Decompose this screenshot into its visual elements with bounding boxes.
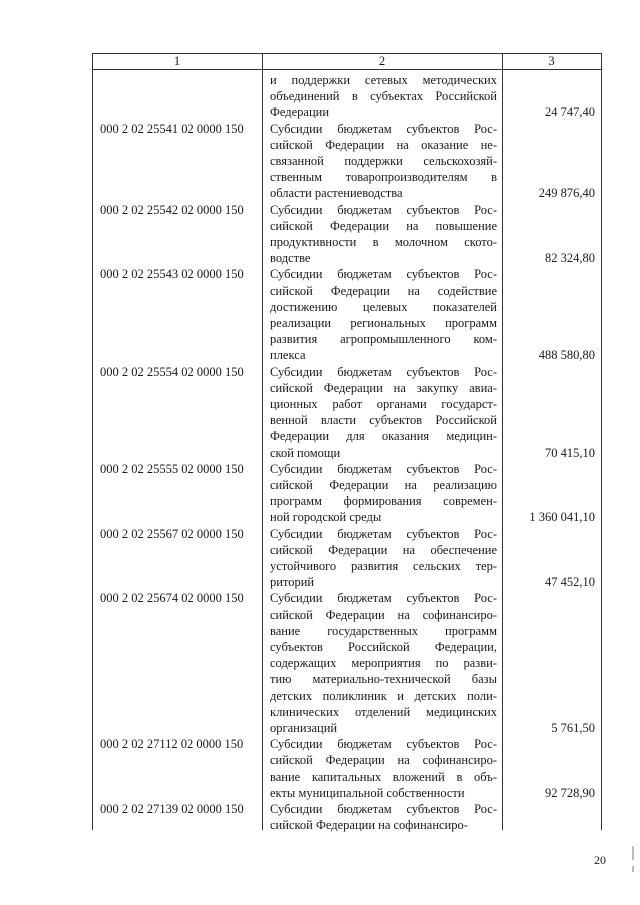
revenue-description: [270, 590, 497, 736]
description-line: Субсидии бюджетам субъектов Рос-: [270, 267, 497, 282]
description-line: достижению целевых показателей: [270, 299, 497, 314]
description-line: области растениеводства: [270, 186, 403, 201]
column-header-1: 1: [173, 54, 181, 68]
description-line: детских поликлиник и детских поли-: [270, 688, 497, 703]
description-line: вание государственных программ: [270, 623, 497, 638]
description-line: плекса: [270, 348, 306, 363]
classification-code: 000 2 02 25567 02 0000 150: [100, 526, 244, 541]
table-row: [92, 801, 601, 833]
description-line: сийской Федерации на софинансиро-: [270, 753, 497, 768]
revenue-description: [270, 121, 497, 202]
classification-code: 000 2 02 27139 02 0000 150: [100, 802, 244, 816]
description-line: и поддержки сетевых методических: [270, 73, 497, 87]
column-header-2: 2: [378, 54, 386, 68]
description-line: Субсидии бюджетам субъектов Рос-: [270, 364, 497, 379]
amount-value: 92 728,90: [545, 785, 595, 800]
classification-code: 000 2 02 25554 02 0000 150: [100, 364, 244, 379]
table-row: [92, 266, 601, 363]
amount-value: 488 580,80: [538, 348, 595, 363]
description-line: Субсидии бюджетам субъектов Рос-: [270, 526, 497, 541]
table-row: [92, 590, 601, 736]
classification-code: 000 2 02 27112 02 0000 150: [100, 737, 244, 752]
description-line: Субсидии бюджетам субъектов Рос-: [270, 202, 497, 217]
table-row: [92, 461, 601, 526]
amount-value: 70 415,10: [545, 445, 595, 460]
description-line: водстве: [270, 251, 311, 266]
table-row: [92, 736, 601, 801]
revenue-description: [270, 364, 497, 461]
margin-mark: [632, 866, 634, 872]
description-line: сийской Федерации на закупку авиа-: [270, 380, 497, 395]
description-line: организаций: [270, 720, 338, 735]
page-number: 20: [594, 853, 606, 867]
revenue-description: [270, 72, 497, 121]
table-row: [92, 526, 601, 591]
description-line: программ формирования современ-: [270, 494, 497, 509]
revenue-description: [270, 266, 497, 363]
description-line: ной городской среды: [270, 510, 382, 525]
column-header-3: 3: [548, 54, 555, 68]
description-line: развития агропромышленного ком-: [270, 332, 497, 347]
description-line: клинических отделений медицинских: [270, 704, 497, 719]
revenue-description: [270, 736, 497, 801]
description-line: тию материально-технической базы: [270, 672, 497, 687]
description-line: субъектов Российской Федерации,: [270, 639, 497, 654]
revenue-description: [270, 526, 497, 591]
description-line: сийской Федерации на софинансиро-: [270, 818, 468, 833]
description-line: сийской Федерации на повышение: [270, 218, 497, 233]
description-line: Федерации для оказания медицин-: [270, 429, 497, 444]
amount-value: 5 761,50: [551, 720, 595, 735]
table-row: [92, 202, 601, 267]
amount-value: 82 324,80: [545, 251, 595, 266]
description-line: венной власти субъектов Российской: [270, 413, 497, 428]
description-line: сийской Федерации на оказание не-: [270, 137, 497, 152]
description-line: сийской Федерации на софинансиро-: [270, 607, 497, 622]
description-line: содержащих мероприятия по разви-: [270, 656, 497, 671]
description-line: екты муниципальной собственности: [270, 785, 465, 800]
revenue-description: [270, 801, 497, 833]
table-row: [92, 121, 601, 202]
table-row: [92, 364, 601, 461]
budget-table: [92, 53, 601, 833]
amount-value: 1 360 041,10: [529, 510, 595, 525]
table-border-right: [601, 53, 602, 830]
description-line: ственным товаропроизводителям в: [270, 170, 497, 185]
classification-code: 000 2 02 25542 02 0000 150: [100, 202, 244, 217]
description-line: реализации региональных программ: [270, 315, 497, 330]
classification-code: 000 2 02 25541 02 0000 150: [100, 121, 244, 136]
description-line: Федерации: [270, 105, 330, 120]
classification-code: 000 2 02 25674 02 0000 150: [100, 591, 244, 606]
header-bottom-border: [92, 69, 601, 70]
amount-value: 249 876,40: [538, 186, 595, 201]
revenue-description: [270, 461, 497, 526]
description-line: ской помощи: [270, 445, 341, 460]
classification-code: 000 2 02 25543 02 0000 150: [100, 267, 244, 282]
description-line: Субсидии бюджетам субъектов Рос-: [270, 121, 497, 136]
description-line: вание капитальных вложений в объ-: [270, 769, 497, 784]
description-line: ционных работ органами государст-: [270, 396, 497, 411]
description-line: связанной поддержки сельскохозяй-: [270, 153, 497, 168]
description-line: объединений в субъектах Российской: [270, 89, 497, 104]
amount-value: 47 452,10: [545, 575, 595, 590]
table-row: [92, 72, 601, 121]
description-line: устойчивого развития сельских тер-: [270, 558, 497, 573]
classification-code: 000 2 02 25555 02 0000 150: [100, 461, 244, 476]
description-line: Субсидии бюджетам субъектов Рос-: [270, 461, 497, 476]
margin-mark: [632, 846, 634, 860]
description-line: риторий: [270, 575, 315, 590]
description-line: Субсидии бюджетам субъектов Рос-: [270, 737, 497, 752]
description-line: Субсидии бюджетам субъектов Рос-: [270, 802, 497, 816]
description-line: сийской Федерации на содействие: [270, 283, 497, 298]
description-line: сийской Федерации на реализацию: [270, 477, 497, 492]
revenue-description: [270, 202, 497, 267]
amount-value: 24 747,40: [545, 105, 595, 120]
description-line: Субсидии бюджетам субъектов Рос-: [270, 591, 497, 606]
description-line: продуктивности в молочном ското-: [270, 234, 497, 249]
description-line: сийской Федерации на обеспечение: [270, 542, 497, 557]
